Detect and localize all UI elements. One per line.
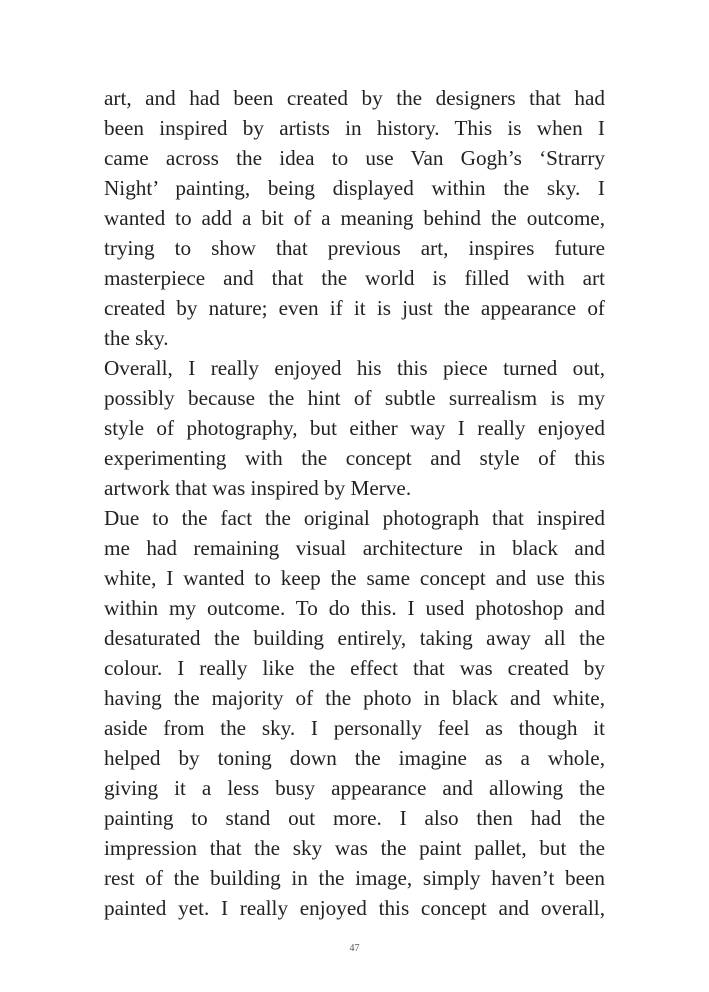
text-line: artwork that was inspired by Merve. [104, 476, 412, 500]
text-line: the sky. [104, 326, 169, 350]
text-line: helped by toning down the imagine as a whole, [104, 746, 605, 770]
text-line: giving it a less busy appearance and allowing the [104, 776, 605, 800]
text-line: aside from the sky. I personally feel as though it [104, 716, 605, 740]
paragraph-1 [104, 83, 605, 353]
paragraph-3 [104, 503, 605, 923]
text-line: painted yet. I really enjoyed this concept and overall, [104, 896, 605, 920]
text-line: experimenting with the concept and style of this [104, 446, 605, 470]
text-line: Overall, I really enjoyed his this piece turned out, [104, 356, 605, 380]
text-line: within my outcome. To do this. I used photoshop and [104, 596, 605, 620]
text-line: trying to show that previous art, inspires future [104, 236, 605, 260]
text-line: came across the idea to use Van Gogh’s ‘Strarry [104, 146, 605, 170]
text-line: desaturated the building entirely, taking away all the [104, 626, 605, 650]
text-line: having the majority of the photo in black and white, [104, 686, 605, 710]
text-line: Night’ painting, being displayed within the sky. I [104, 176, 605, 200]
body-text [104, 83, 605, 923]
text-line: white, I wanted to keep the same concept and use this [104, 566, 605, 590]
text-line: style of photography, but either way I really enjoyed [104, 416, 605, 440]
text-line: me had remaining visual architecture in black and [104, 536, 605, 560]
text-line: impression that the sky was the paint pallet, but the [104, 836, 605, 860]
text-line: colour. I really like the effect that was created by [104, 656, 605, 680]
page-number: 47 [349, 943, 360, 954]
paragraph-2 [104, 353, 605, 503]
text-line: Due to the fact the original photograph that inspired [104, 506, 605, 530]
text-line: rest of the building in the image, simply haven’t been [104, 866, 605, 890]
text-line: been inspired by artists in history. This is when I [104, 116, 605, 140]
text-line: painting to stand out more. I also then had the [104, 806, 605, 830]
text-line: masterpiece and that the world is filled with art [104, 266, 605, 290]
text-line: possibly because the hint of subtle surrealism is my [104, 386, 605, 410]
text-line: art, and had been created by the designers that had [104, 86, 605, 110]
text-line: wanted to add a bit of a meaning behind the outcome, [104, 206, 605, 230]
text-line: created by nature; even if it is just the appearance of [104, 296, 605, 320]
